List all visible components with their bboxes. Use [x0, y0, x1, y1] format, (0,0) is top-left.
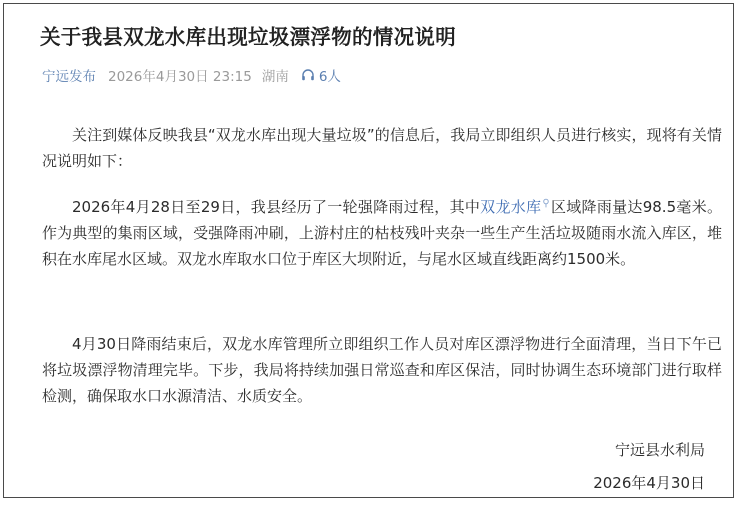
- region-label: 湖南: [261, 69, 289, 85]
- listen-count: 6人: [318, 69, 341, 85]
- paragraph-cleanup: 4月30日降雨结束后，双龙水库管理所立即组织工作人员对库区漂浮物进行全面清理，当日下午已将垃圾漂浮物清理完毕。下步，我局将持续加强日常巡查和库区保洁，同时协调生态环境部门进行取样检测，确保取水口水源清洁、水质安全。: [42, 335, 722, 405]
- search-icon[interactable]: ⚲: [542, 198, 550, 209]
- paragraph-intro: 关注到媒体反映我县“双龙水库出现大量垃圾”的信息后，我局立即组织人员进行核实，现将有关情况说明如下：: [42, 126, 722, 170]
- publish-datetime: 2026年4月30日 23:15: [108, 69, 252, 85]
- article-title: 关于我县双龙水库出现垃圾漂浮物的情况说明: [40, 25, 456, 49]
- article-frame: [3, 3, 734, 498]
- article-meta: [42, 65, 341, 85]
- headphones-icon: [301, 68, 315, 82]
- reservoir-link[interactable]: 双龙水库: [480, 198, 542, 216]
- signature-date: 2026年4月30日: [593, 474, 705, 492]
- signature-org: 宁远县水利局: [614, 441, 705, 459]
- source-link[interactable]: 宁远发布: [42, 69, 96, 85]
- paragraph-rainfall: [42, 191, 722, 272]
- paragraph-rainfall-after: 区域降雨量达98.5毫米。作为典型的集雨区域，受强降雨冲刷，上游村庄的枯枝残叶夹杂一些生产生活垃圾随雨水流入库区，堆积在水库尾水区域。双龙水库取水口位于库区大坝附近，与尾水区域直线距离约1500米。: [42, 198, 722, 268]
- paragraph-rainfall-before: 2026年4月28日至29日，我县经历了一轮强降雨过程，其中: [72, 198, 481, 216]
- listen-button[interactable]: [301, 65, 341, 85]
